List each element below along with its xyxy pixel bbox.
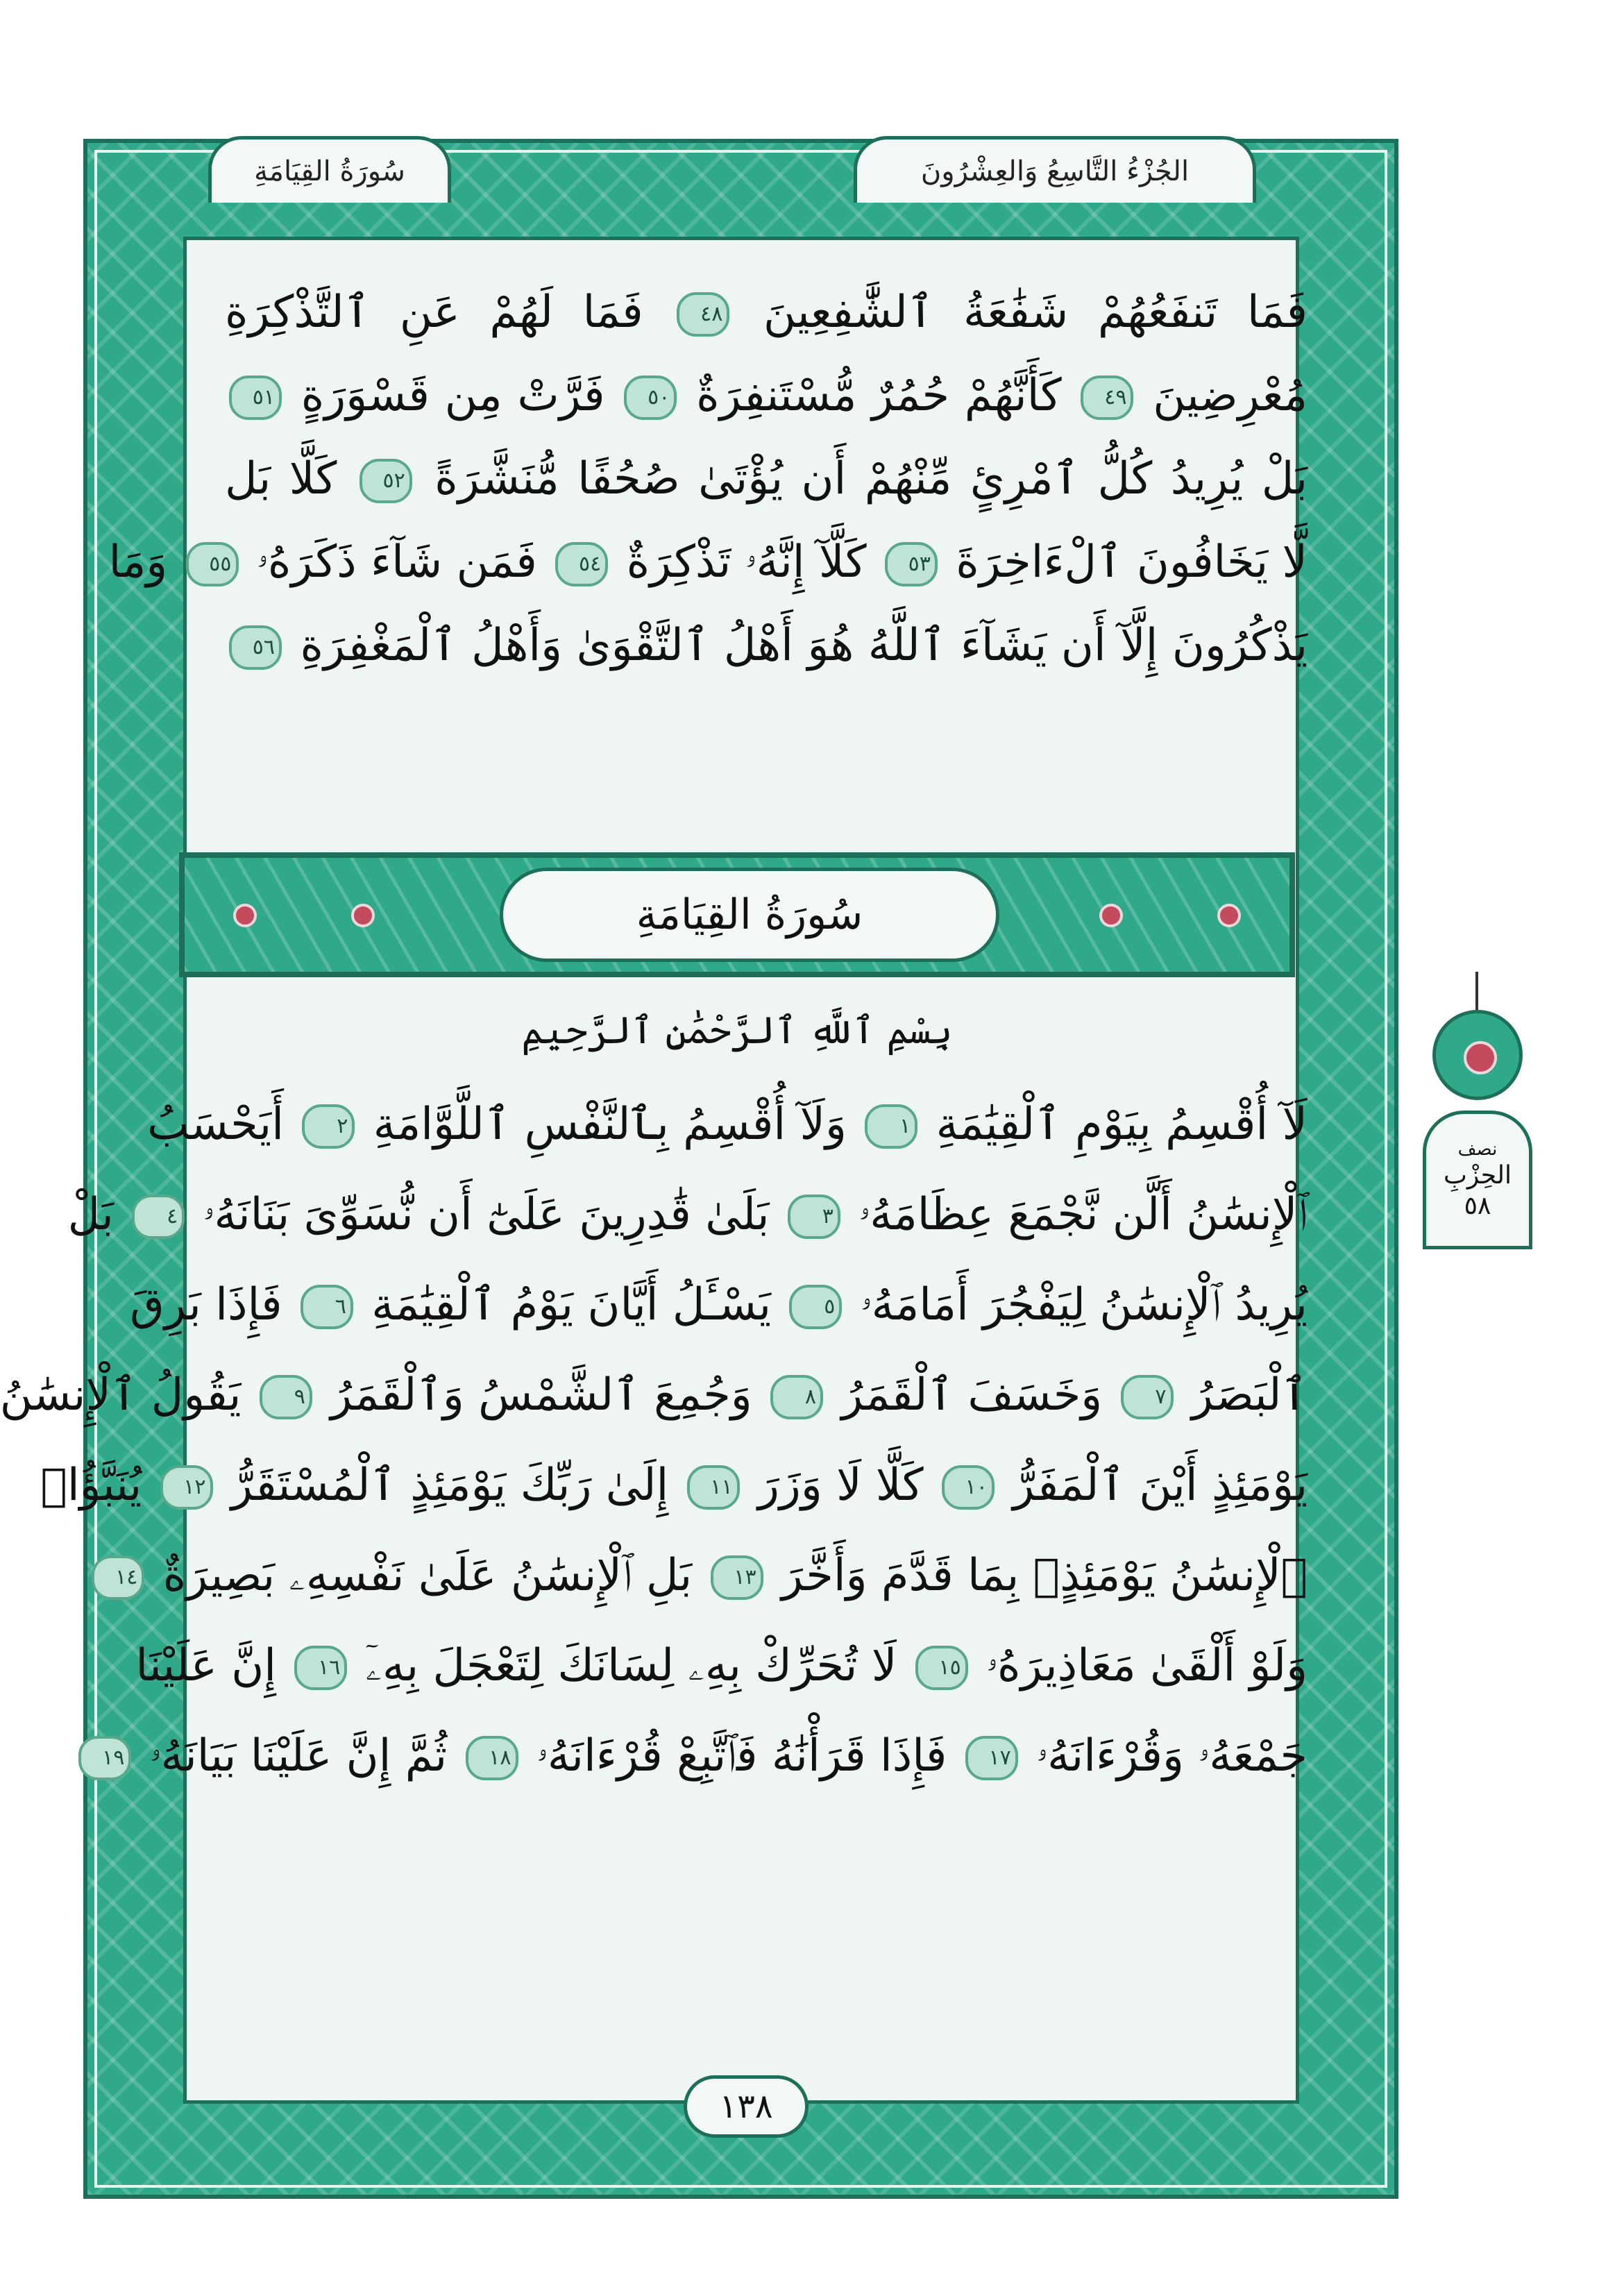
hizb-marker-stem [1475, 972, 1478, 1013]
ayah-number-marker: ١٩ [78, 1736, 131, 1780]
verse-text: كَلَّآ إِنَّهُۥ تَذْكِرَةٌ [626, 537, 867, 588]
verse-text: ٱلْإِنسَٰنُ يَوْمَئِذٍۭ بِمَا قَدَّمَ وَأَخَّرَ [781, 1550, 1308, 1601]
verse-text: وَلَوْ أَلْقَىٰ مَعَاذِيرَهُۥ [986, 1640, 1308, 1691]
rose-medallion-icon [1432, 1010, 1523, 1100]
text-line [225, 354, 1308, 437]
verse-text: لَّا يَخَافُونَ ٱلْءَاخِرَةَ [956, 537, 1308, 588]
text-line [108, 521, 1308, 604]
verse-text: بَلَىٰ قَٰدِرِينَ عَلَىٰٓ أَن نُّسَوِّىَ بَنَانَهُۥ [203, 1189, 770, 1240]
verse-text: بَلِ ٱلْإِنسَٰنُ عَلَىٰ نَفْسِهِۦ بَصِيرَةٌ [162, 1550, 693, 1601]
text-line [225, 271, 1308, 354]
hizb-label: الحِزْبِ [1444, 1161, 1512, 1190]
verse-text: وَلَآ أُقْسِمُ بِٱلنَّفْسِ ٱللَّوَّامَةِ [373, 1099, 847, 1150]
ayah-number-marker: ٨ [770, 1375, 823, 1419]
basmala: بِسْمِ ٱللَّهِ ٱلرَّحْمَٰنِ ٱلرَّحِيمِ [521, 1008, 953, 1052]
verse-text: فَإِذَا قَرَأْنَٰهُ فَٱتَّبِعْ قُرْءَانَهُۥ [536, 1730, 947, 1782]
surah-name-label: سُورَةُ القِيَامَةِ [254, 155, 405, 187]
verse-text: فَمَن شَآءَ ذَكَرَهُۥ [256, 537, 537, 588]
verse-text: ثُمَّ إِنَّ عَلَيْنَا بَيَانَهُۥ [149, 1730, 448, 1782]
verse-text: وَمَا [108, 537, 168, 588]
ayah-number-marker: ٤ [132, 1195, 185, 1239]
verse-text: أَيَحْسَبُ [147, 1099, 284, 1150]
text-line [102, 1714, 1308, 1798]
ayah-number-marker: ١٧ [965, 1736, 1018, 1780]
ayah-number-marker: ٤٨ [677, 292, 729, 337]
verse-text: وَجُمِعَ ٱلشَّمْسُ وَٱلْقَمَرُ [330, 1369, 752, 1421]
text-line [130, 1263, 1308, 1347]
ayah-number-marker: ٥٦ [229, 625, 282, 670]
ayah-number-marker: ١٥ [915, 1646, 968, 1690]
verse-text: فَرَّتْ مِن قَسْوَرَةٍ [301, 370, 605, 421]
hizb-label-top: نصف [1457, 1139, 1498, 1160]
juz-name-label: الجُزْءُ التَّاسِعُ وَالعِشْرُونَ [920, 155, 1190, 187]
verse-text: كَلَّا بَل [225, 453, 337, 505]
verse-text: لَآ أُقْسِمُ بِيَوْمِ ٱلْقِيَٰمَةِ [936, 1099, 1308, 1150]
text-line [225, 437, 1308, 521]
ayah-number-marker: ٩ [260, 1375, 312, 1419]
verse-text: إِنَّ عَلَيْنَا [135, 1640, 277, 1691]
surah-name-header [208, 136, 451, 203]
verse-text: كَأَنَّهُمْ حُمُرٌ مُّسْتَنفِرَةٌ [696, 370, 1062, 421]
ayah-number-marker: ١٦ [294, 1646, 347, 1690]
verse-text: بَلْ [67, 1189, 114, 1240]
verse-text: لَا تُحَرِّكْ بِهِۦ لِسَانَكَ لِتَعْجَلَ بِهِۦٓ [365, 1640, 897, 1691]
juz-name-header [854, 136, 1256, 203]
rose-ornament-icon [1099, 904, 1123, 927]
ayah-number-marker: ٥٥ [186, 542, 239, 586]
rose-ornament-icon [351, 904, 375, 927]
verse-text: وَخَسَفَ ٱلْقَمَرُ [841, 1369, 1103, 1421]
verse-text: مُعْرِضِينَ [1153, 370, 1308, 421]
text-line [225, 604, 1308, 687]
verse-text: ٱلْبَصَرُ [1191, 1369, 1308, 1421]
verse-text: يَوْمَئِذٍ أَيْنَ ٱلْمَفَرُّ [1013, 1460, 1308, 1511]
page-number [684, 2075, 809, 2138]
ayah-number-marker: ٥ [789, 1285, 842, 1329]
text-line [67, 1173, 1308, 1256]
verse-text: يَقُولُ ٱلْإِنسَٰنُ [0, 1369, 242, 1421]
rose-ornament-icon [233, 904, 257, 927]
ayah-number-marker: ٦ [301, 1285, 353, 1329]
rose-ornament-icon [1217, 904, 1241, 927]
ayah-number-marker: ١٣ [711, 1555, 763, 1600]
ayah-number-marker: ١٢ [160, 1465, 213, 1510]
surah-title [500, 868, 999, 962]
ayah-number-marker: ٥٢ [359, 459, 412, 503]
verse-text: ٱلْإِنسَٰنُ أَلَّن نَّجْمَعَ عِظَامَهُۥ [858, 1189, 1308, 1240]
text-line [147, 1083, 1308, 1166]
hizb-marker [1423, 972, 1532, 1249]
ayah-number-marker: ١٨ [466, 1736, 518, 1780]
ayah-number-marker: ٤٩ [1081, 375, 1133, 420]
ayah-number-marker: ٣ [788, 1195, 840, 1239]
verse-text: فَمَا لَهُمْ عَنِ ٱلتَّذْكِرَةِ [225, 287, 643, 338]
ayah-number-marker: ٥٠ [624, 375, 677, 420]
verse-text: إِلَىٰ رَبِّكَ يَوْمَئِذٍ ٱلْمُسْتَقَرُّ [230, 1460, 669, 1511]
hizb-number: ٥٨ [1464, 1191, 1491, 1220]
ayah-number-marker: ١٤ [92, 1555, 144, 1600]
verse-text: فَمَا تَنفَعُهُمْ شَفَٰعَةُ ٱلشَّٰفِعِينَ [763, 287, 1308, 338]
text-line [135, 1624, 1308, 1707]
ayah-number-marker: ١١ [687, 1465, 740, 1510]
ayah-number-marker: ٥١ [229, 375, 282, 420]
verse-text: يُنَبَّؤُا۟ [40, 1460, 142, 1511]
verse-text: يُرِيدُ ٱلْإِنسَٰنُ لِيَفْجُرَ أَمَامَهُۥ [860, 1279, 1308, 1331]
text-line [40, 1444, 1308, 1527]
ayah-number-marker: ٥٤ [555, 542, 608, 586]
verse-text: كَلَّا لَا وَزَرَ [758, 1460, 924, 1511]
ayah-number-marker: ١٠ [942, 1465, 995, 1510]
verse-text: يَذْكُرُونَ إِلَّآ أَن يَشَآءَ ٱللَّهُ هُوَ أَهْلُ ٱلتَّقْوَىٰ وَأَهْلُ ٱلْمَغْفِرَةِ [300, 620, 1308, 671]
ayah-number-marker: ٢ [302, 1104, 355, 1149]
hizb-label-box [1423, 1111, 1532, 1249]
ayah-number-marker: ١ [865, 1104, 917, 1149]
ayah-number-marker: ٧ [1121, 1375, 1174, 1419]
text-line [115, 1534, 1308, 1617]
surah-title-text: سُورَةُ القِيَامَةِ [636, 890, 863, 939]
ayah-number-marker: ٥٣ [885, 542, 938, 586]
verse-text: فَإِذَا بَرِقَ [130, 1279, 282, 1331]
page-number-text: ١٣٨ [719, 2087, 773, 2126]
verse-text: بَلْ يُرِيدُ كُلُّ ٱمْرِئٍ مِّنْهُمْ أَن يُؤْتَىٰ صُحُفًا مُّنَشَّرَةً [434, 453, 1308, 505]
verse-text: جَمْعَهُۥ وَقُرْءَانَهُۥ [1036, 1730, 1308, 1782]
text-line [0, 1353, 1308, 1437]
verse-text: يَسْـَٔلُ أَيَّانَ يَوْمُ ٱلْقِيَٰمَةِ [371, 1279, 771, 1331]
